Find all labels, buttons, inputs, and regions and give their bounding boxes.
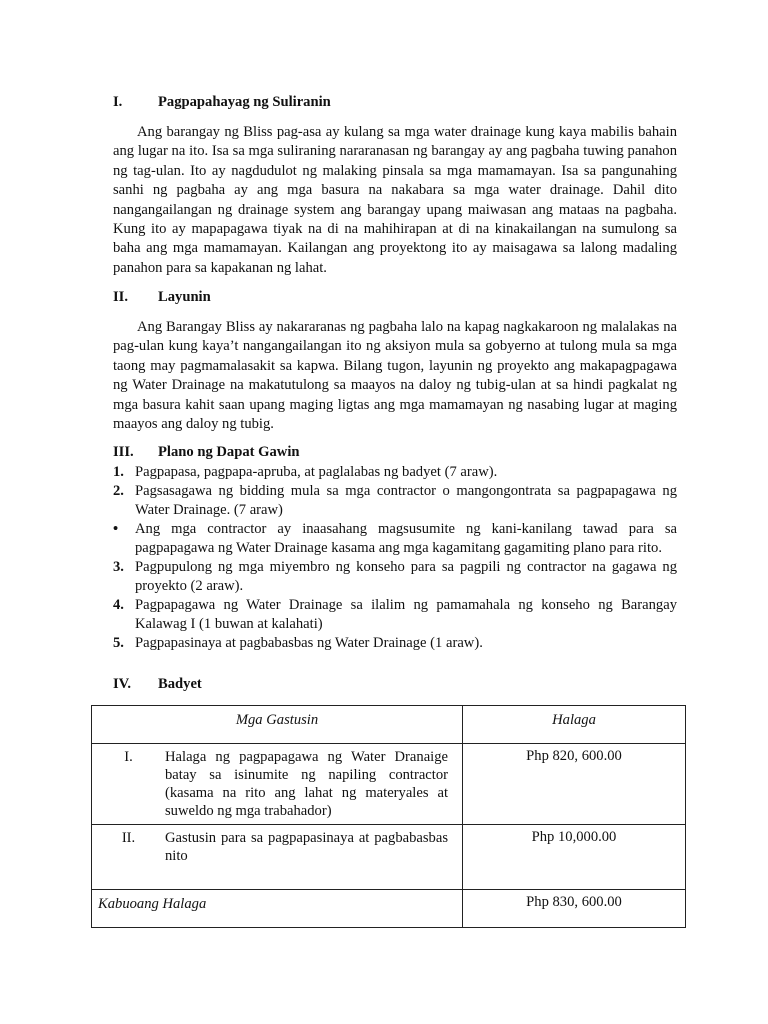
section-heading-2 <box>113 289 211 306</box>
budget-table <box>91 705 686 928</box>
paragraph-suliranin: Ang barangay ng Bliss pag-asa ay kulang sa mga water drainage kung kaya mabilis bahain ang lugar na ito. Isa sa mga suliraning nararanasan ng barangay ay ang pagbaha tuwing panahon ng tag-ulan. Ito ay nagdudulot ng malaking pinsala sa mga mamamayan. Isa sa pangunahing sanhi ng pagbaha ay ang mga basura na nakabara sa mga water drainage. Dahil dito nangangailangan ng drainage system ang barangay upang maiwasan ang mataas na pagbaha. Kung ito ay mapapagawa tiyak na di na mahihirapan at di na kinakailangan na sumulong sa baha ang mga mamamayan. Kailangan ang proyektong ito ay maisagawa sa lalong madaling panahon para sa kapakanan ng lahat. <box>113 124 677 276</box>
header-amount: Halaga <box>463 706 686 744</box>
list-item-text: Pagpapasa, pagpapa-apruba, at paglalabas ng badyet (7 araw). <box>135 464 498 480</box>
list-item <box>113 482 677 520</box>
total-label: Kabuoang Halaga <box>92 890 463 928</box>
list-marker: 4. <box>113 597 124 613</box>
section-title: Pagpapahayag ng Suliranin <box>158 94 331 110</box>
list-item <box>113 634 677 653</box>
section-number: IV. <box>113 676 131 692</box>
list-item-text: Pagpapagawa ng Water Drainage sa ilalim ng pamamahala ng konseho ng Barangay Kalawag I (1 buwan at kalahati) <box>135 597 677 632</box>
table-row <box>92 825 686 890</box>
list-marker: 2. <box>113 483 124 499</box>
section-title: Plano ng Dapat Gawin <box>158 444 300 460</box>
expense-cell <box>92 825 463 890</box>
list-marker: • <box>113 521 119 537</box>
list-item <box>113 558 677 596</box>
list-item <box>113 463 677 482</box>
row-number: I. <box>124 749 133 765</box>
table-total-row <box>92 890 686 928</box>
list-item <box>113 520 677 558</box>
list-marker: 5. <box>113 635 124 651</box>
amount-cell: Php 10,000.00 <box>463 825 686 890</box>
list-marker: 1. <box>113 464 124 480</box>
expense-description: Halaga ng pagpapagawa ng Water Dranaige batay sa isinumite ng napiling contractor (kasama na rito ang lahat ng materyales at suweldo ng mga trabahador) <box>165 749 448 819</box>
section-number: II. <box>113 289 129 305</box>
total-amount: Php 830, 600.00 <box>463 890 686 928</box>
section-number: I. <box>113 94 123 110</box>
section-heading-4 <box>113 676 202 693</box>
section-number: III. <box>113 444 134 460</box>
expense-cell <box>92 744 463 825</box>
section-heading-3 <box>113 444 300 461</box>
row-number: II. <box>121 830 136 846</box>
plan-list <box>113 463 677 653</box>
table-row <box>92 744 686 825</box>
section-title: Layunin <box>158 289 211 305</box>
list-marker: 3. <box>113 559 124 575</box>
paragraph-layunin: Ang Barangay Bliss ay nakararanas ng pagbaha lalo na kapag nagkakaroon ng malalakas na pag-ulan kung kaya’t nangangailangan ito ng aksiyon mula sa gobyerno at tulong mula sa mga taong may pagmamalasakit sa kapwa. Bilang tugon, layunin ng proyekto ang makapagpagawa ng Water Drainage na makatutulong sa maayos na daloy ng tubig-ulan at sa hindi pagkalat ng mga basura kahit saan upang maging ligtas ang mga mamamayan ng nasabing lugar at maging maayos ang daloy ng tubig. <box>113 319 677 433</box>
section-title: Badyet <box>158 676 202 692</box>
list-item-text: Ang mga contractor ay inaasahang magsusumite ng kani-kanilang tawad para sa pagpapagawa ng Water Drainage kasama ang mga kagamitang gagamiting plano para rito. <box>135 521 677 556</box>
amount-cell: Php 820, 600.00 <box>463 744 686 825</box>
table-header-row <box>92 706 686 744</box>
expense-description: Gastusin para sa pagpapasinaya at pagbabasbas nito <box>165 830 448 864</box>
section-heading-1 <box>113 94 331 111</box>
list-item-text: Pagpupulong ng mga miyembro ng konseho para sa pagpili ng contractor na gagawa ng proyekto (2 araw). <box>135 559 677 594</box>
list-item <box>113 596 677 634</box>
list-item-text: Pagpapasinaya at pagbabasbas ng Water Drainage (1 araw). <box>135 635 483 651</box>
header-expense: Mga Gastusin <box>92 706 463 744</box>
list-item-text: Pagsasagawa ng bidding mula sa mga contractor o mangongontrata sa pagpapagawa ng Water Drainage. (7 araw) <box>135 483 677 518</box>
